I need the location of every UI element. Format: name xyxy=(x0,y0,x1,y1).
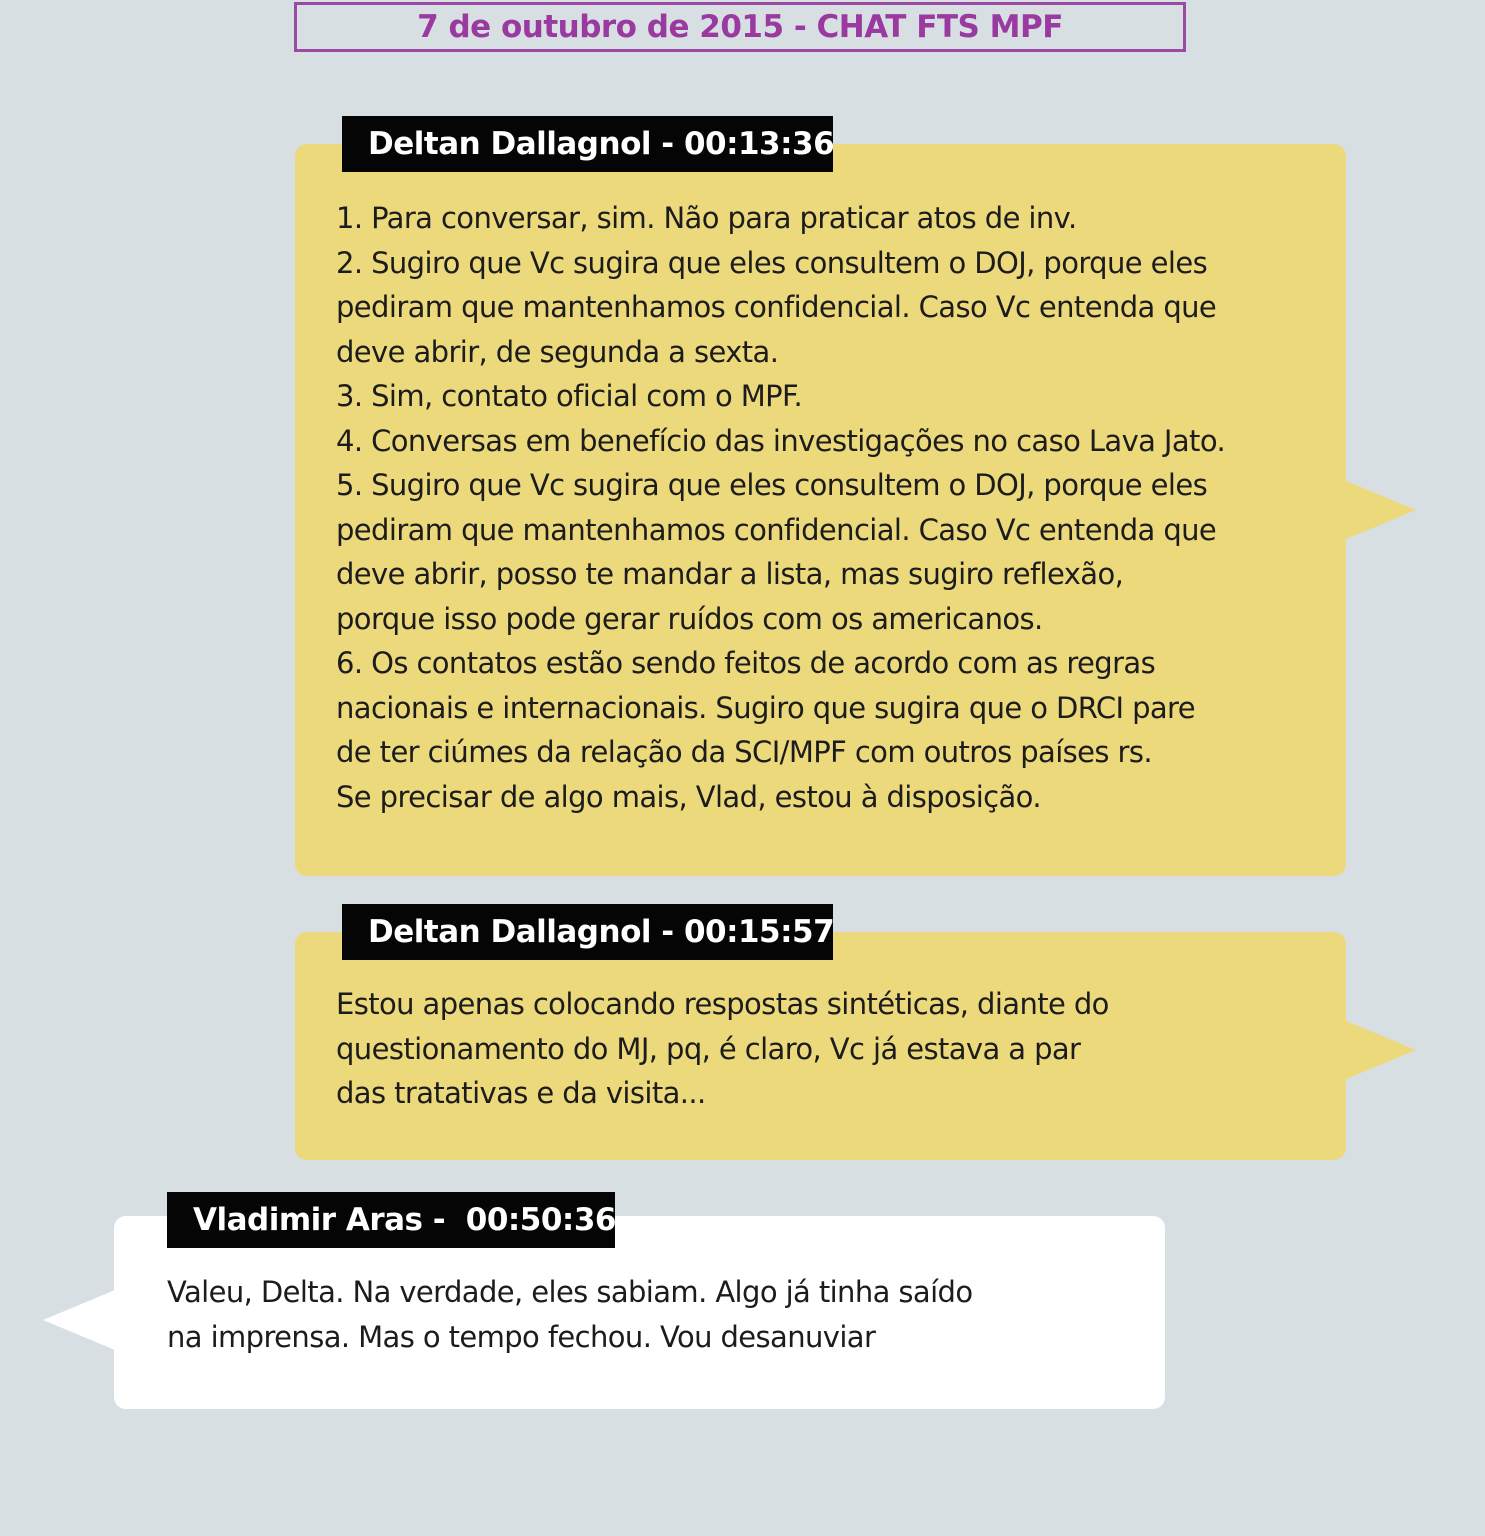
message-line: 5. Sugiro que Vc sugira que eles consultem o DOJ, porque eles xyxy=(336,468,1208,502)
message-line: 6. Os contatos estão sendo feitos de acordo com as regras xyxy=(336,646,1156,680)
message-author-tag: Deltan Dallagnol - 00:15:57 xyxy=(342,904,833,960)
bubble-tail xyxy=(1344,480,1416,540)
message-author-tag: Vladimir Aras - 00:50:36 xyxy=(167,1192,615,1248)
bubble-tail xyxy=(1344,1020,1416,1080)
message-line: de ter ciúmes da relação da SCI/MPF com outros países rs. xyxy=(336,735,1153,769)
message-line: das tratativas e da visita... xyxy=(336,1076,706,1110)
chat-header-title: 7 de outubro de 2015 - CHAT FTS MPF xyxy=(294,2,1186,52)
message-line: 1. Para conversar, sim. Não para praticar atos de inv. xyxy=(336,201,1077,235)
message-line: nacionais e internacionais. Sugiro que sugira que o DRCI pare xyxy=(336,690,1195,725)
message-line: Estou apenas colocando respostas sintéticas, diante do xyxy=(336,987,1109,1021)
message-line: Valeu, Delta. Na verdade, eles sabiam. Algo já tinha saído xyxy=(167,1275,973,1309)
message-line: 4. Conversas em benefício das investigações no caso Lava Jato. xyxy=(336,423,1226,458)
message-line: na imprensa. Mas o tempo fechou. Vou desanuviar xyxy=(167,1319,876,1354)
message-line: pediram que mantenhamos confidencial. Caso Vc entenda que xyxy=(336,512,1217,547)
message-line: deve abrir, posso te mandar a lista, mas sugiro reflexão, xyxy=(336,557,1124,591)
message-line: 3. Sim, contato oficial com o MPF. xyxy=(336,379,803,413)
message-text xyxy=(336,982,1109,1116)
message-text xyxy=(336,196,1225,819)
message-line: pediram que mantenhamos confidencial. Caso Vc entenda que xyxy=(336,290,1217,324)
message-line: 2. Sugiro que Vc sugira que eles consultem o DOJ, porque eles xyxy=(336,245,1208,280)
message-author-tag: Deltan Dallagnol - 00:13:36 xyxy=(342,116,833,172)
message-line: porque isso pode gerar ruídos com os americanos. xyxy=(336,601,1043,636)
message-line: Se precisar de algo mais, Vlad, estou à disposição. xyxy=(336,779,1041,814)
message-line: questionamento do MJ, pq, é claro, Vc já estava a par xyxy=(336,1031,1081,1066)
bubble-tail xyxy=(43,1290,115,1350)
message-line: deve abrir, de segunda a sexta. xyxy=(336,334,779,369)
message-text xyxy=(167,1270,973,1359)
